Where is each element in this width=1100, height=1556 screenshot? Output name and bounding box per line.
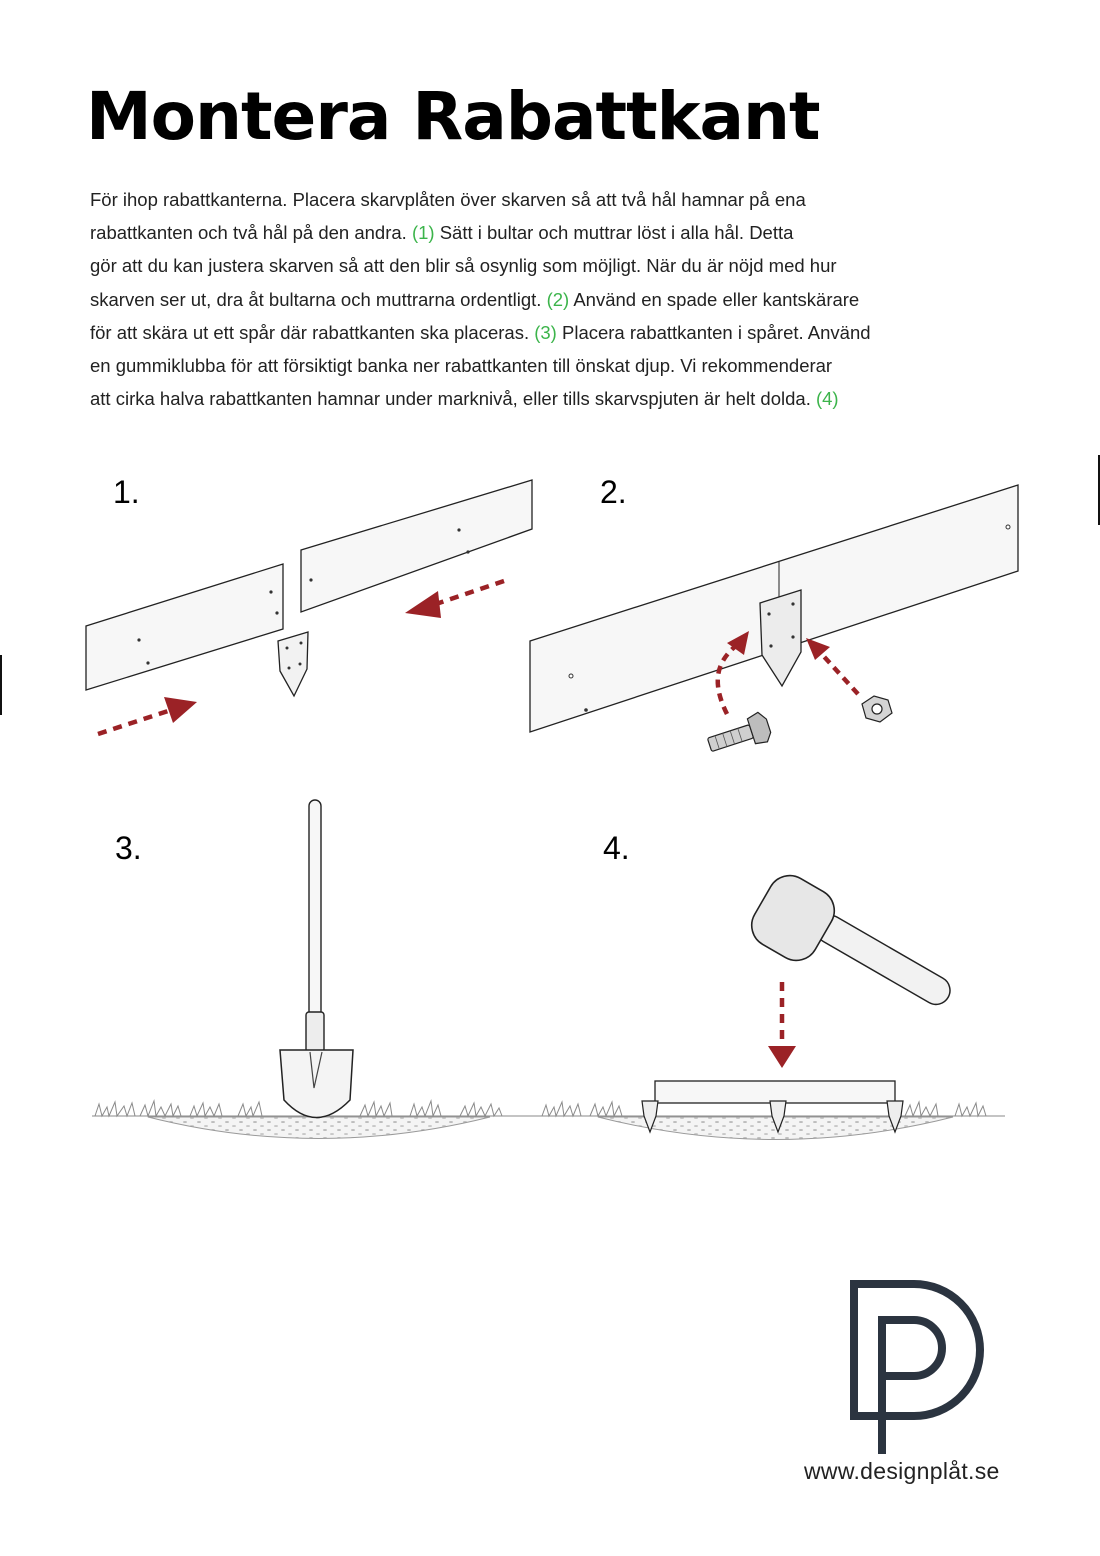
grass-tufts-2 [542, 1102, 986, 1116]
step-2-number: 2. [600, 474, 627, 510]
step-2-illustration [530, 485, 1018, 759]
page-title: Montera Rabattkant [86, 78, 820, 155]
joint-plate-mounted [760, 590, 801, 686]
arrow-push-left [405, 581, 504, 618]
rubber-mallet-icon [744, 868, 955, 1010]
instruction-text: rabattkanten och två hål på den andra. [90, 222, 412, 244]
instruction-text: För ihop rabattkanterna. Placera skarvplåten över skarven så att två hål hamnar på ena [90, 189, 806, 210]
arrow-nut-attach [806, 638, 858, 694]
bolt-icon [705, 711, 774, 760]
nut-icon [862, 696, 892, 722]
arrow-hammer-down [768, 982, 796, 1068]
soil-mound [92, 1116, 545, 1139]
step-3-number: 3. [115, 830, 142, 866]
step-reference: (3) [534, 321, 557, 343]
instruction-text: gör att du kan justera skarven så att den blir så osynlig som möjligt. När du är nöjd med hur [90, 255, 837, 277]
edging-left-piece [86, 564, 283, 690]
instruction-text: en gummiklubba för att försiktigt banka ner rabattkanten till önskat djup. Vi rekommenderar [90, 355, 833, 377]
edging-right-piece [301, 480, 532, 612]
instruction-text: Placera rabattkanten i spåret. Använd [556, 321, 871, 343]
step-reference: (1) [411, 222, 435, 244]
spade-icon [280, 800, 353, 1118]
step-3-illustration [92, 800, 545, 1139]
step-4-illustration [540, 868, 1005, 1140]
instruction-text: för att skära ut ett spår där rabattkanten ska placeras. [90, 321, 535, 343]
website-link[interactable]: www.designplåt.se [804, 1458, 1000, 1484]
instruction-text: skarven ser ut, dra åt bultarna och muttrarna ordentligt. [90, 288, 547, 310]
step-1-number: 1. [113, 474, 140, 510]
step-reference: (4) [815, 388, 839, 410]
designplat-logo-icon [846, 1276, 996, 1454]
step-1-illustration [86, 480, 532, 734]
step-4-number: 4. [603, 830, 630, 866]
soil-mound-2 [540, 1116, 1005, 1140]
instruction-text: att cirka halva rabattkanten hamnar under marknivå, eller tills skarvspjuten är helt dolda. [90, 388, 816, 410]
instruction-text: Sätt i bultar och muttrar löst i alla hål. Detta [434, 222, 794, 244]
arrow-push-right [98, 697, 197, 734]
joint-plate-spike [278, 632, 308, 696]
instruction-text: Använd en spade eller kantskärare [569, 288, 860, 310]
step-reference: (2) [546, 288, 570, 310]
